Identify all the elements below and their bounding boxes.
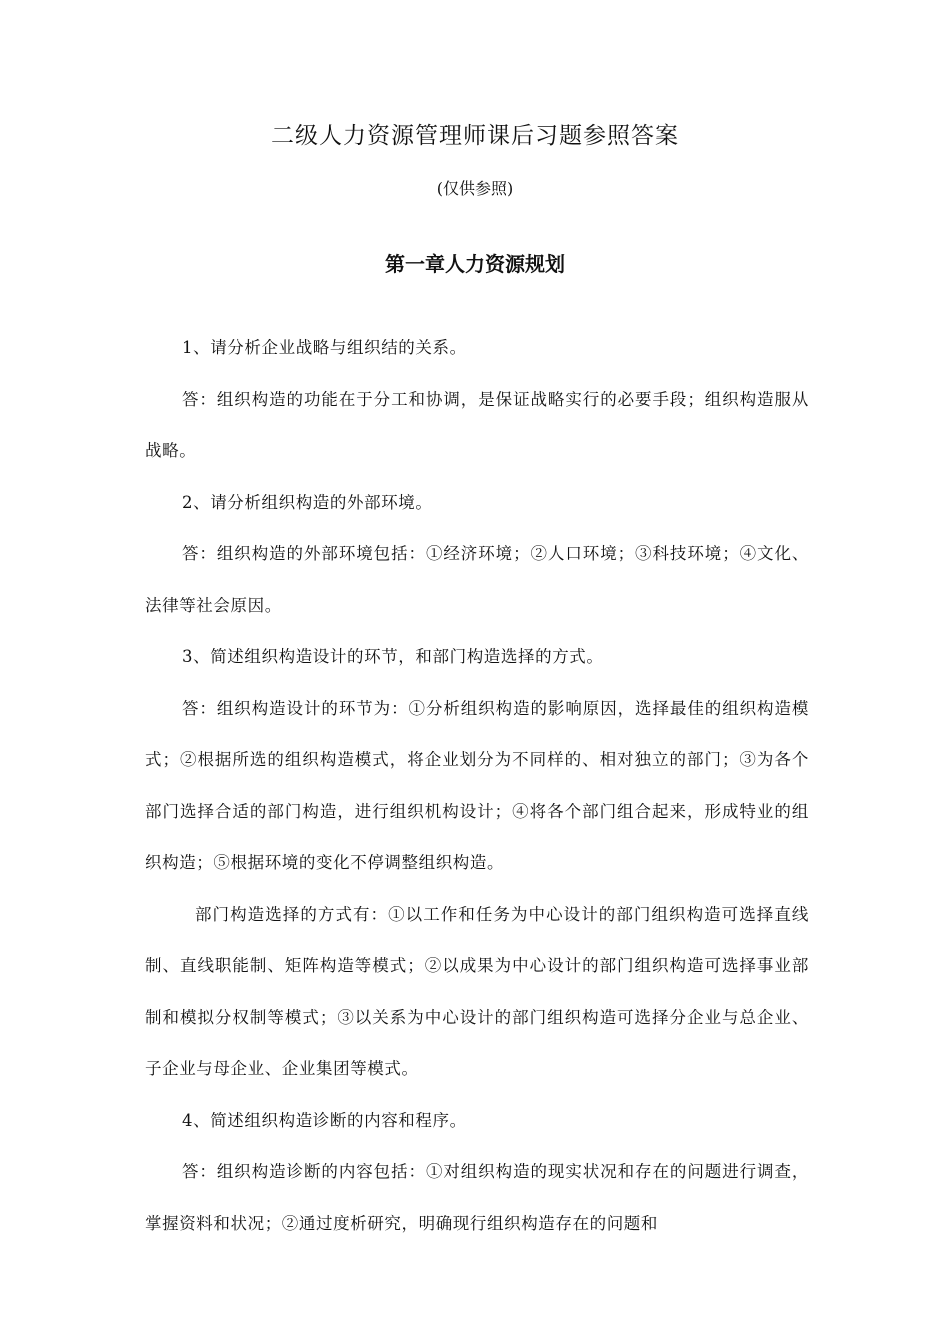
document-title: 二级人力资源管理师课后习题参照答案 [271,123,679,149]
answer-2: 答：组织构造的外部环境包括：①经济环境；②人口环境；③科技环境；④文化、法律等社会原因。 [145,544,809,615]
answer-1: 答：组织构造的功能在于分工和协调，是保证战略实行的必要手段；组织构造服从战略。 [145,389,809,460]
document-subtitle: (仅供参照) [436,179,514,198]
question-4: 4、简述组织构造诊断的内容和程序。 [182,1110,467,1130]
answer-3: 答：组织构造设计的环节为：①分析组织构造的影响原因，选择最佳的组织构造模式；②根据所选的组织构造模式，将企业划分为不同样的、相对独立的部门；③为各个部门选择合适的部门构造，进行组织机构设计；④将各个部门组合起来，形成特业的组织构造；⑤根据环境的变化不停调整组织构造。 [145,698,809,872]
question-1: 1、请分析企业战略与组织结的关系。 [182,338,467,357]
answer-4: 答：组织构造诊断的内容包括：①对组织构造的现实状况和存在的问题进行调查，掌握资料和状况；②通过度析研究，明确现行组织构造存在的问题和 [145,1162,809,1233]
question-2: 2、请分析组织构造的外部环境。 [182,492,433,512]
answer-3-continued: 部门构造选择的方式有：①以工作和任务为中心设计的部门组织构造可选择直线制、直线职能制、矩阵构造等模式；②以成果为中心设计的部门组织构造可选择事业部制和模拟分权制等模式；③以关系为中心设计的部门组织构造可选择分企业与总企业、子企业与母企业、企业集团等模式。 [145,904,809,1078]
chapter-title: 第一章人力资源规划 [385,252,565,276]
question-3: 3、简述组织构造设计的环节，和部门构造选择的方式。 [182,647,604,666]
body-text [145,322,809,1249]
